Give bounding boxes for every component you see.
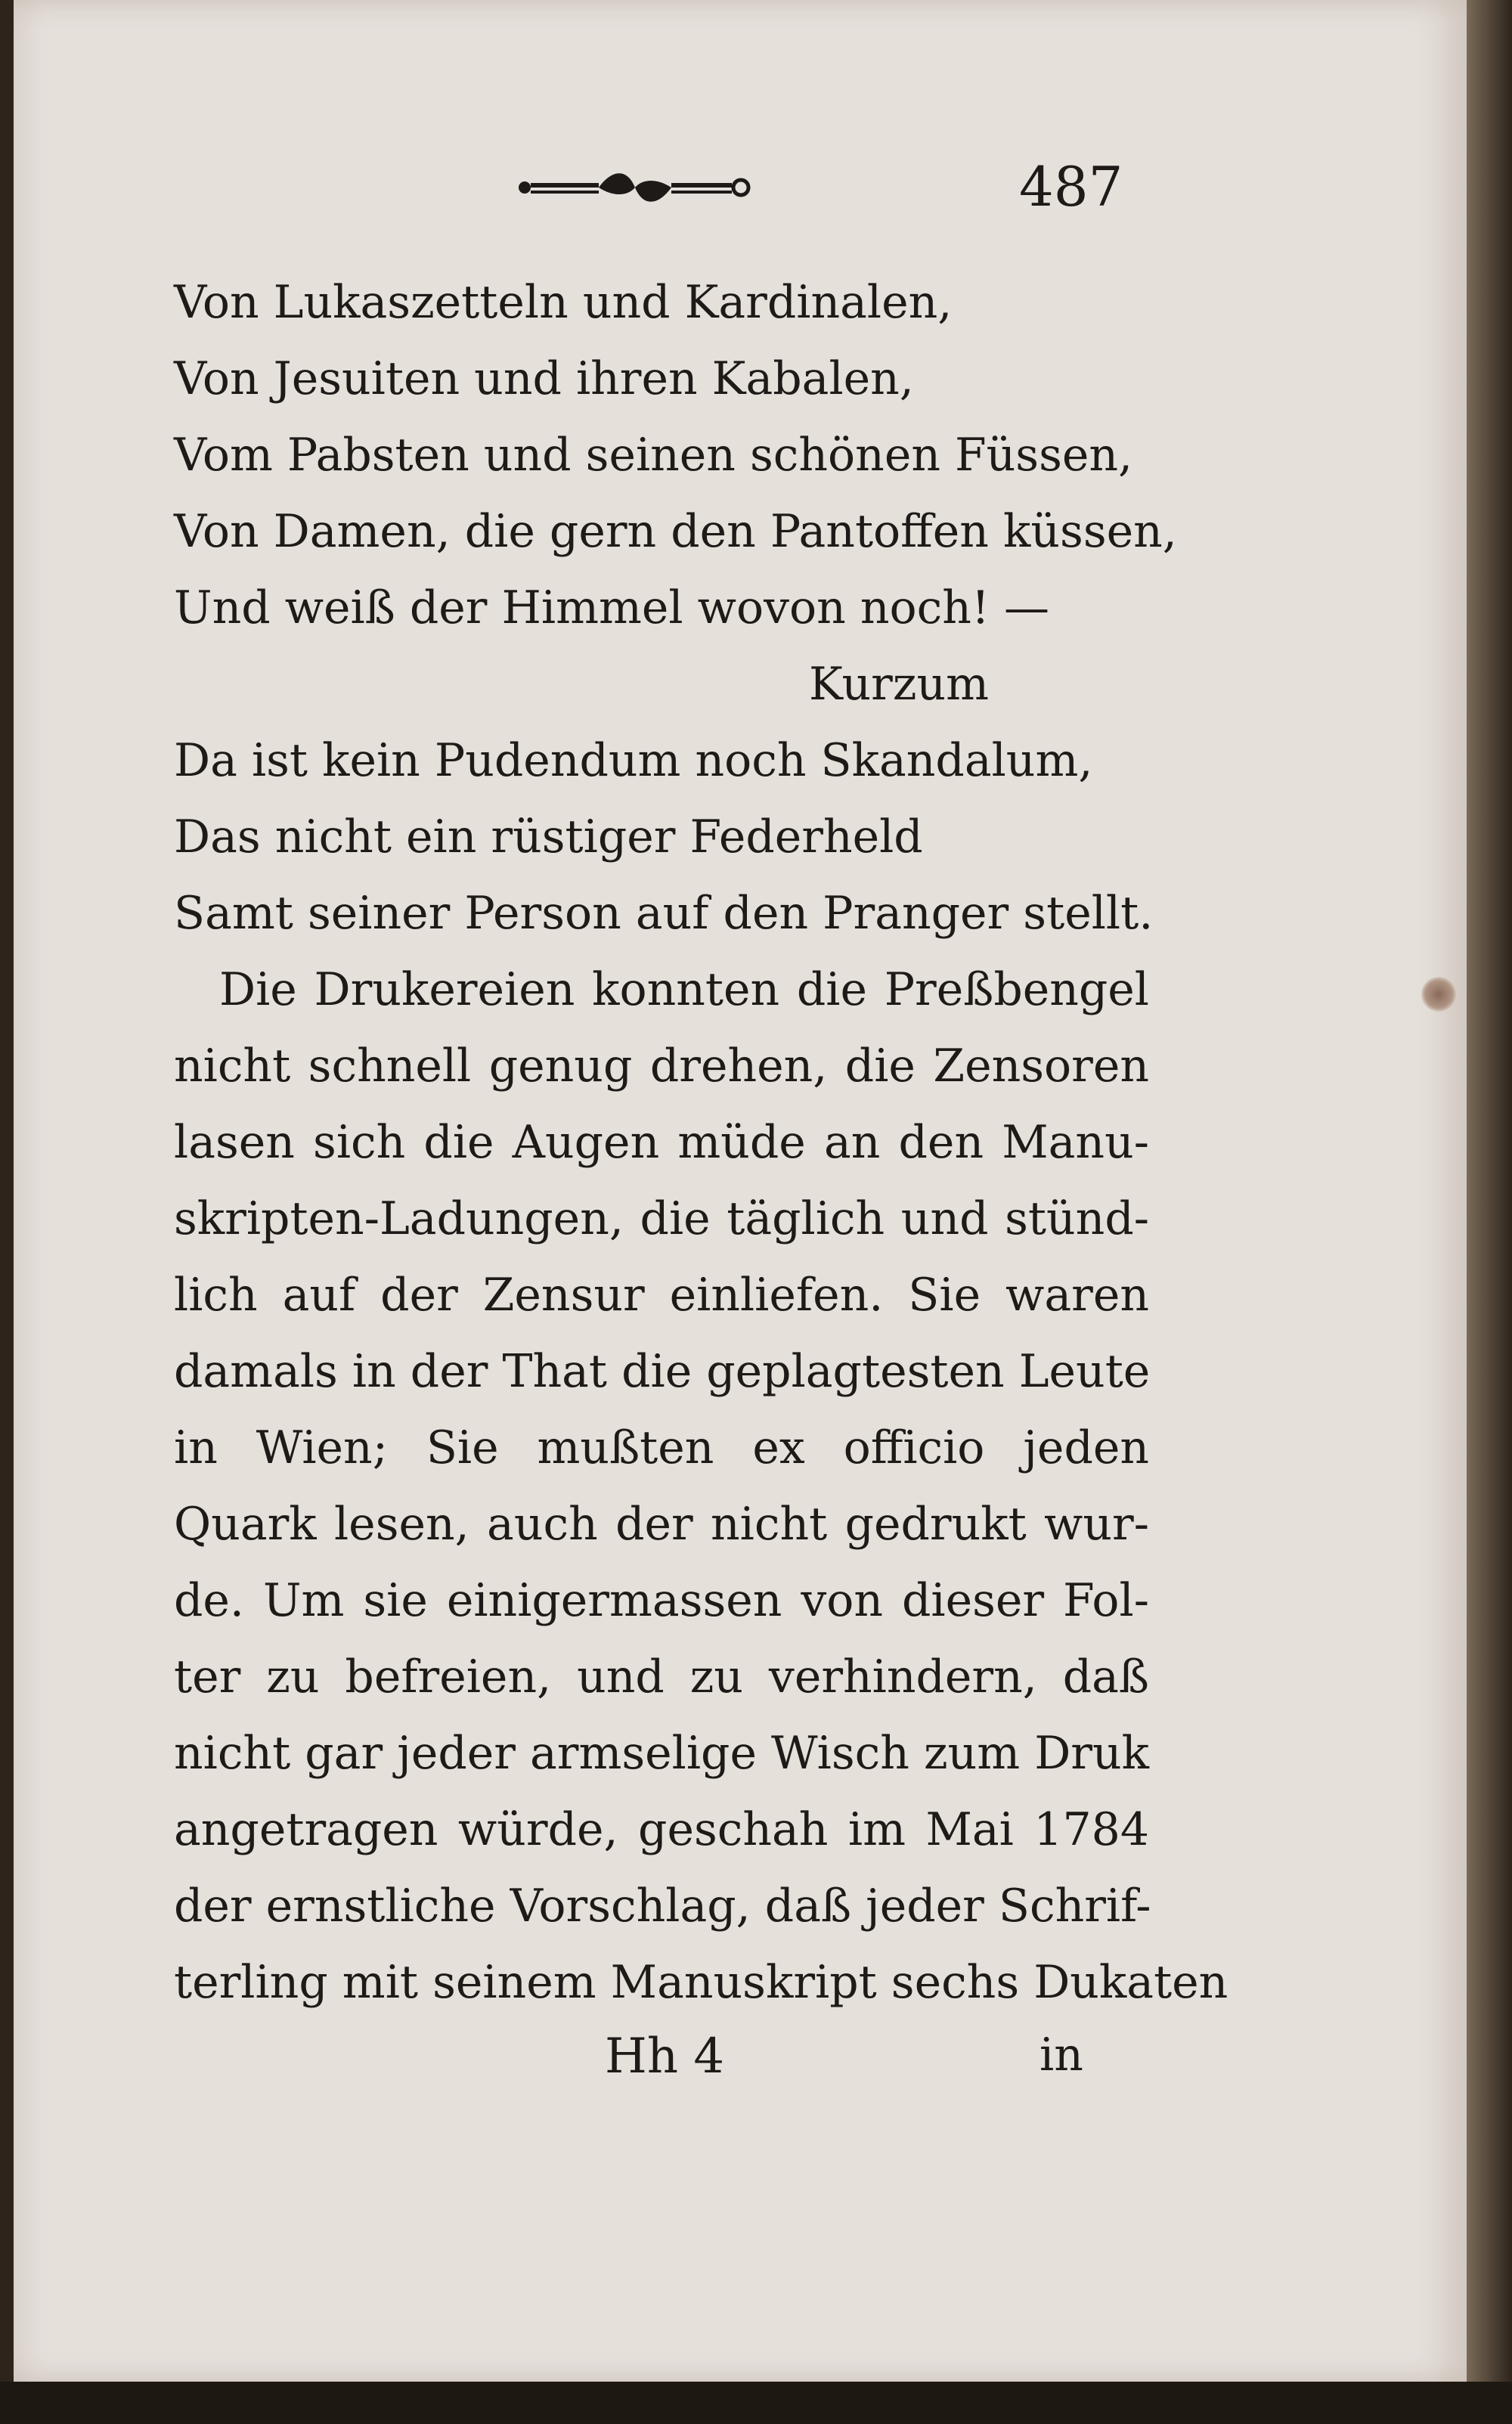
paragraph-line: de. Um sie einigermassen von dieser Fol-: [174, 1574, 1149, 1627]
paragraph-line: Die Drukereien konnten die Preßbengel: [219, 963, 1149, 1016]
paragraph-line: nicht schnell genug drehen, die Zensoren: [174, 1040, 1149, 1093]
poem-line: Vom Pabsten und seinen schönen Füssen,: [174, 429, 1133, 482]
body-text: [174, 265, 1228, 2021]
paragraph-line: nicht gar jeder armselige Wisch zum Druk: [174, 1727, 1149, 1780]
book-bottom-edge: [0, 2382, 1512, 2424]
paper-stain: [1421, 977, 1456, 1012]
paragraph-line: skripten-Ladungen, die täglich und stünd-: [174, 1192, 1149, 1245]
poem-line: Von Damen, die gern den Pantoffen küssen,: [174, 505, 1177, 558]
signature-mark: Hh 4: [605, 2029, 725, 2085]
page-number: 487: [1019, 155, 1123, 219]
paragraph-line: Quark lesen, auch der nicht gedrukt wur-: [174, 1498, 1149, 1551]
poem-line: Da ist kein Pudendum noch Skandalum,: [174, 734, 1093, 787]
header-ornament: [514, 165, 756, 210]
poem-line: Von Jesuiten und ihren Kabalen,: [174, 352, 914, 405]
paragraph-line: ter zu befreien, und zu verhindern, daß: [174, 1651, 1149, 1703]
poem-line: Samt seiner Person auf den Pranger stellt.: [174, 887, 1154, 940]
paragraph-line: lich auf der Zensur einliefen. Sie waren: [174, 1269, 1149, 1322]
catchword: in: [1040, 2029, 1083, 2081]
poem-line: Und weiß der Himmel wovon noch! —: [174, 581, 1050, 634]
poem-line: Das nicht ein rüstiger Federheld: [174, 811, 923, 863]
paragraph-line: angetragen würde, geschah im Mai 1784: [174, 1803, 1149, 1856]
book-left-edge: [0, 0, 14, 2424]
paragraph-line: damals in der That die geplagtesten Leute: [174, 1345, 1151, 1398]
paragraph-line: lasen sich die Augen müde an den Manu-: [174, 1116, 1149, 1169]
poem-line: Kurzum: [809, 658, 989, 711]
paragraph-line: terling mit seinem Manuskript sechs Dukaten: [174, 1956, 1228, 2009]
paragraph-line: in Wien; Sie mußten ex officio jeden: [174, 1421, 1149, 1474]
paragraph-line: der ernstliche Vorschlag, daß jeder Schrif-: [174, 1880, 1151, 1933]
book-spine-edge: [1467, 0, 1512, 2424]
poem-line: Von Lukaszetteln und Kardinalen,: [174, 276, 953, 329]
